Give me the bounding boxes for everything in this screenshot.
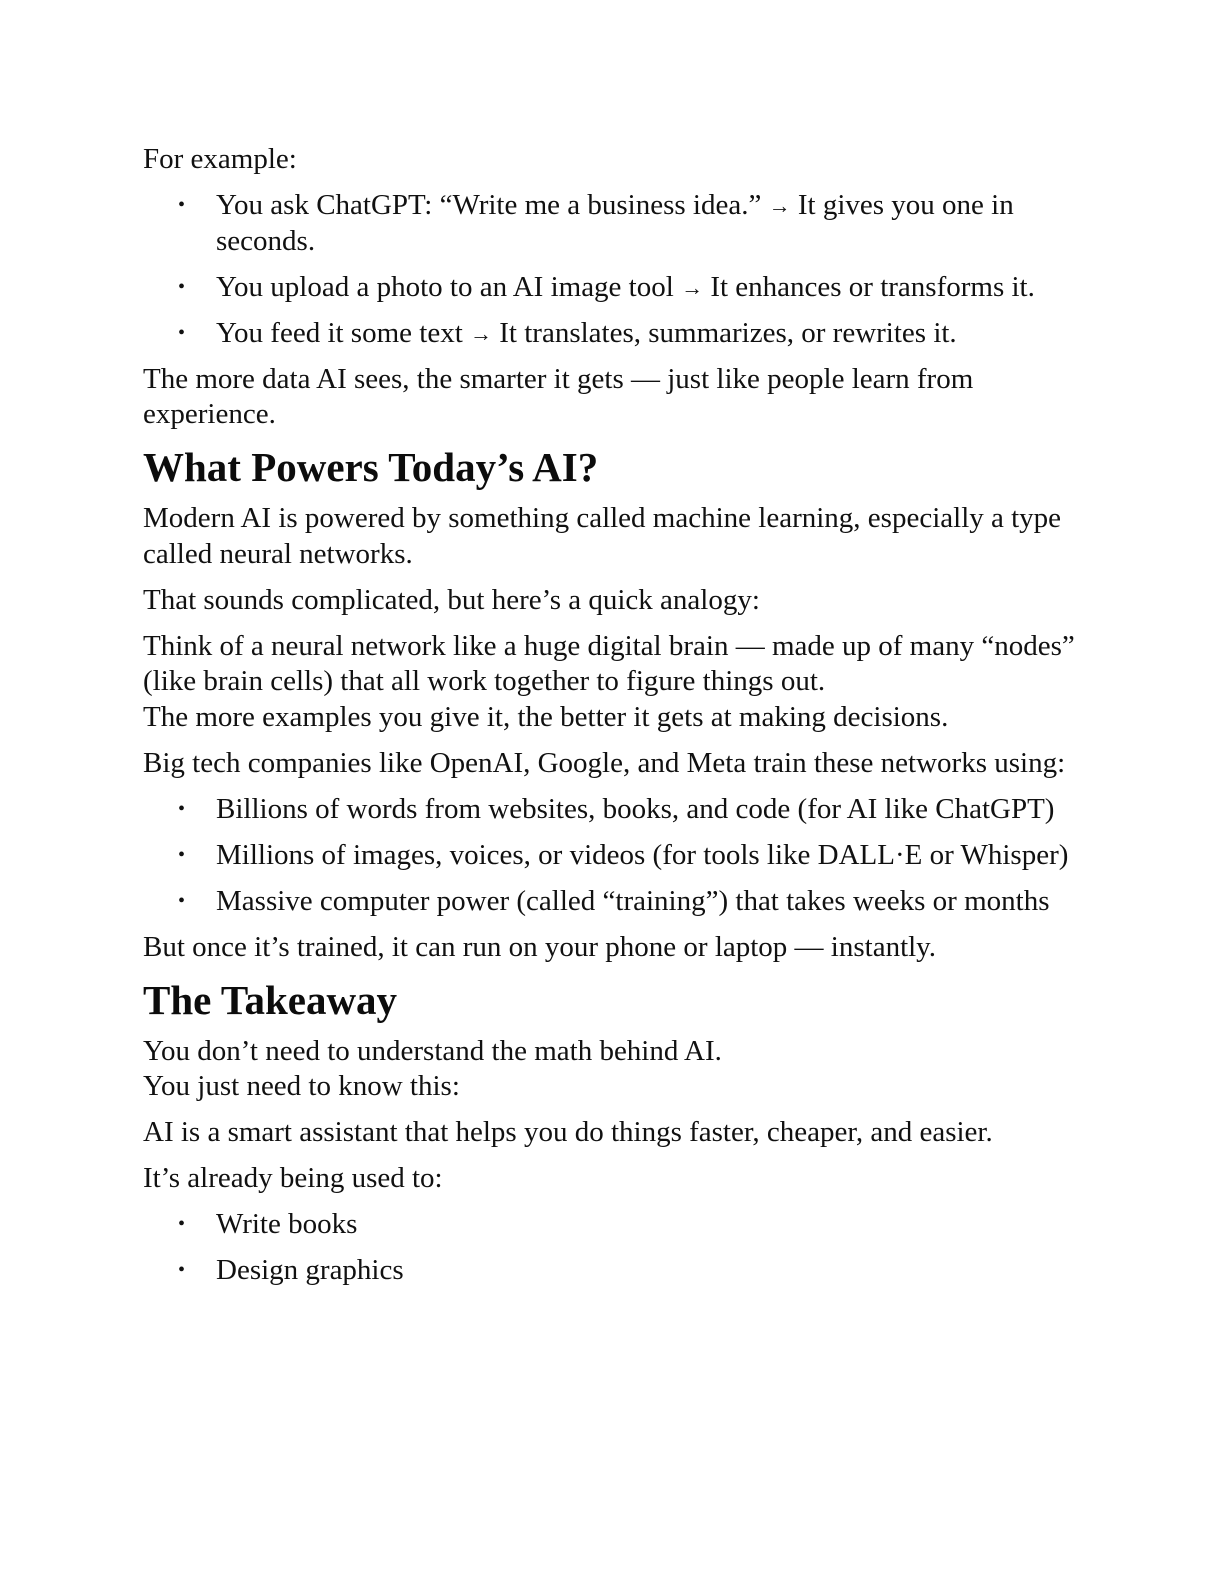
section-heading-takeaway: The Takeaway xyxy=(143,976,398,1023)
list-item: • You feed it some text → It translates, summarizes, or rewrites it. xyxy=(216,316,1083,352)
examples-list xyxy=(143,188,1083,351)
paragraph-line: You don’t need to understand the math behind AI. xyxy=(143,1034,722,1067)
paragraph: But once it’s trained, it can run on your phone or laptop — instantly. xyxy=(143,930,937,963)
paragraph: That sounds complicated, but here’s a quick analogy: xyxy=(143,583,760,616)
list-item: • Write books xyxy=(216,1207,1083,1243)
paragraph: Big tech companies like OpenAI, Google, and Meta train these networks using: xyxy=(143,746,1066,779)
paragraph xyxy=(143,1034,1083,1105)
list-item: • You upload a photo to an AI image tool → It enhances or transforms it. xyxy=(216,270,1083,306)
paragraph-line: You just need to know this: xyxy=(143,1070,460,1102)
document-page xyxy=(143,142,1083,1299)
paragraph xyxy=(143,629,1083,736)
section-heading-powers: What Powers Today’s AI? xyxy=(143,444,599,490)
list-item: • Massive computer power (called “training”) that takes weeks or months xyxy=(216,884,1083,920)
paragraph: AI is a smart assistant that helps you do things faster, cheaper, and easier. xyxy=(143,1116,993,1148)
uses-list xyxy=(143,1207,1083,1289)
list-item: • Design graphics xyxy=(216,1253,1083,1289)
examples-lead: For example: xyxy=(143,143,297,175)
training-list xyxy=(143,792,1083,920)
list-item: • You ask ChatGPT: “Write me a business idea.” → It gives you one in seconds. xyxy=(216,188,1083,259)
paragraph-line: The more examples you give it, the better it gets at making decisions. xyxy=(143,700,949,733)
list-item: • Billions of words from websites, books, and code (for AI like ChatGPT) xyxy=(216,792,1083,828)
paragraph-line: Think of a neural network like a huge digital brain — made up of many “nodes” (like brain cells) that all work together to figure things out. xyxy=(143,629,1075,697)
examples-closing: The more data AI sees, the smarter it gets — just like people learn from experience. xyxy=(143,362,974,430)
list-item: • Millions of images, voices, or videos (for tools like DALL·E or Whisper) xyxy=(216,838,1083,874)
paragraph: Modern AI is powered by something called machine learning, especially a type called neural networks. xyxy=(143,502,1062,570)
paragraph: It’s already being used to: xyxy=(143,1162,443,1194)
